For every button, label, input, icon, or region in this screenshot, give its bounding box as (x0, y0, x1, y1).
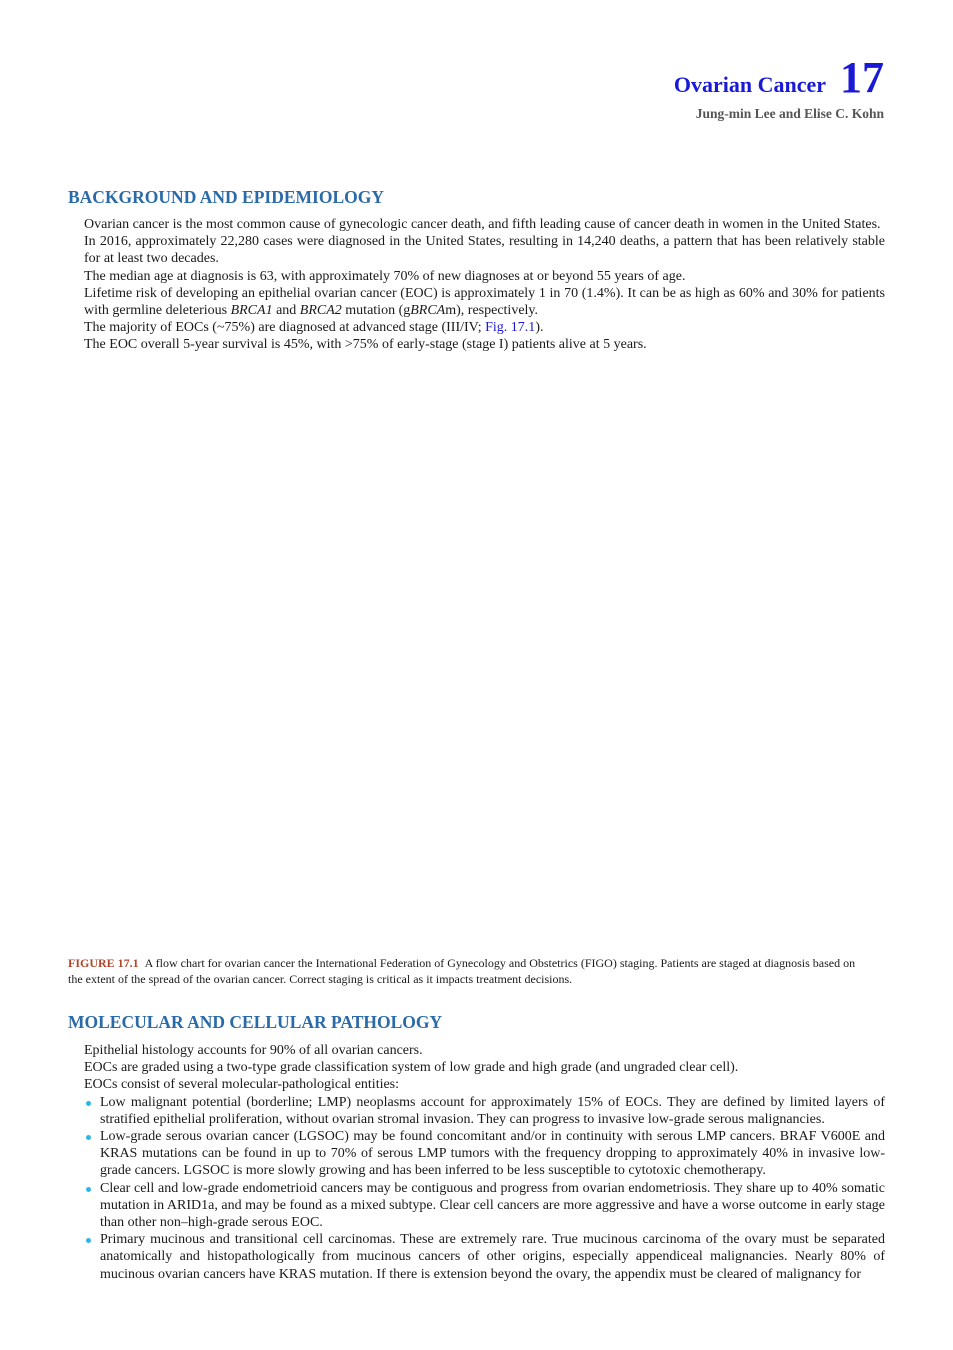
list-item-text: Primary mucinous and transitional cell carcinomas. These are extremely rare. True mucinous carcinoma of the ovary must be separated anatomically and histopathologically from mucinous cancers of other origins, especially appendiceal malignancies. Nearly 80% of mucinous ovarian cancers have KRAS mutation. If there is extension beyond the ovary, the appendix must be cleared of malignancy for (100, 1232, 885, 1282)
chapter-title: Ovarian Cancer (673, 72, 826, 97)
gene-brca2: BRCA2 (299, 303, 342, 319)
figure-image-area (68, 400, 885, 940)
text-run: mutation (g (341, 303, 411, 319)
background-paragraph: The EOC overall 5-year survival is 45%, with >75% of early-stage (stage I) patients alive at 5 years. (84, 337, 647, 353)
text-run: m), respectively. (445, 303, 539, 319)
figure-caption-text: A flow chart for ovarian cancer the International Federation of Gynecology and Obstetrics (FIGO) staging. Patients are staged at diagnosis based on the extent of the spread of the ovarian cancer. Correct staging is critical as it impacts treatment decisions. (68, 956, 856, 986)
bullet-dot-icon (86, 1187, 91, 1192)
bullet-dot-icon (86, 1238, 91, 1243)
molecular-body (84, 1042, 885, 1283)
list-item (84, 1180, 885, 1232)
list-item-text: Low-grade serous ovarian cancer (LGSOC) may be found concomitant and/or in continuity with serous LMP cancers. BRAF V600E and KRAS mutations can be found in up to 70% of serous LMP tumors with the frequency dropping to approximately 40% in invasive low-grade cancers. LGSOC is more slowly growing and has been inferred to be less susceptible to cytotoxic chemotherapy. (100, 1129, 885, 1179)
entity-list (84, 1094, 885, 1283)
text-run: ). (535, 320, 544, 336)
molecular-paragraph: Epithelial histology accounts for 90% of all ovarian cancers. (84, 1043, 423, 1058)
text-run: and (272, 303, 300, 319)
list-item (84, 1094, 885, 1128)
background-paragraph (84, 285, 885, 319)
bullet-dot-icon (86, 1101, 91, 1106)
background-body (84, 216, 885, 354)
background-paragraph: The median age at diagnosis is 63, with approximately 70% of new diagnoses at or beyond 55 years of age. (84, 268, 686, 284)
text-run: Lifetime risk of developing an epithelial ovarian cancer (EOC) is approximately 1 in 70 (1.4%). It can be as high as 60% and 30% for patients with germline deleterious (84, 285, 885, 319)
gene-brca1: BRCA1 (230, 303, 273, 319)
gene-gbrca: BRCA (410, 303, 446, 319)
list-item (84, 1231, 885, 1283)
background-paragraph: Ovarian cancer is the most common cause of gynecologic cancer death, and fifth leading cause of cancer death in women in the United States. (84, 217, 881, 232)
figure-label: FIGURE 17.1 (68, 956, 139, 970)
list-item (84, 1128, 885, 1180)
chapter-authors: Jung-min Lee and Elise C. Kohn (695, 106, 884, 121)
list-item-text: Low malignant potential (borderline; LMP) neoplasms account for approximately 15% of EOCs. They are defined by limited layers of stratified epithelial proliferation, without ovarian stromal invasion. They can progress to invasive low-grade serous malignancies. (100, 1094, 885, 1127)
figure-reference-link[interactable]: Fig. 17.1 (485, 320, 536, 336)
chapter-title-line (673, 53, 884, 102)
background-paragraph (84, 319, 885, 336)
molecular-paragraph: EOCs consist of several molecular-pathological entities: (84, 1077, 400, 1093)
background-paragraph: In 2016, approximately 22,280 cases were diagnosed in the United States, resulting in 14,240 deaths, a pattern that has been relatively stable for at least two decades. (84, 234, 885, 267)
text-run: The majority of EOCs (~75%) are diagnosed at advanced stage (III/IV; (84, 320, 486, 336)
molecular-heading: MOLECULAR AND CELLULAR PATHOLOGY (68, 1012, 443, 1032)
chapter-header (673, 53, 884, 122)
list-item-text: Clear cell and low-grade endometrioid cancers may be contiguous and progress from ovarian endometriosis. They share up to 40% somatic mutation in ARID1a, and may be found as a mixed subtype. Clear cell cancers are more aggressive and have a worse outcome in early stage than other non–high-grade serous EOC. (100, 1180, 885, 1231)
chapter-number: 17 (840, 53, 884, 102)
molecular-paragraph: EOCs are graded using a two-type grade classification system of low grade and high grade (and ungraded clear cell). (84, 1060, 739, 1076)
figure-caption (68, 956, 868, 987)
background-heading: BACKGROUND AND EPIDEMIOLOGY (68, 187, 384, 207)
bullet-dot-icon (86, 1135, 91, 1140)
